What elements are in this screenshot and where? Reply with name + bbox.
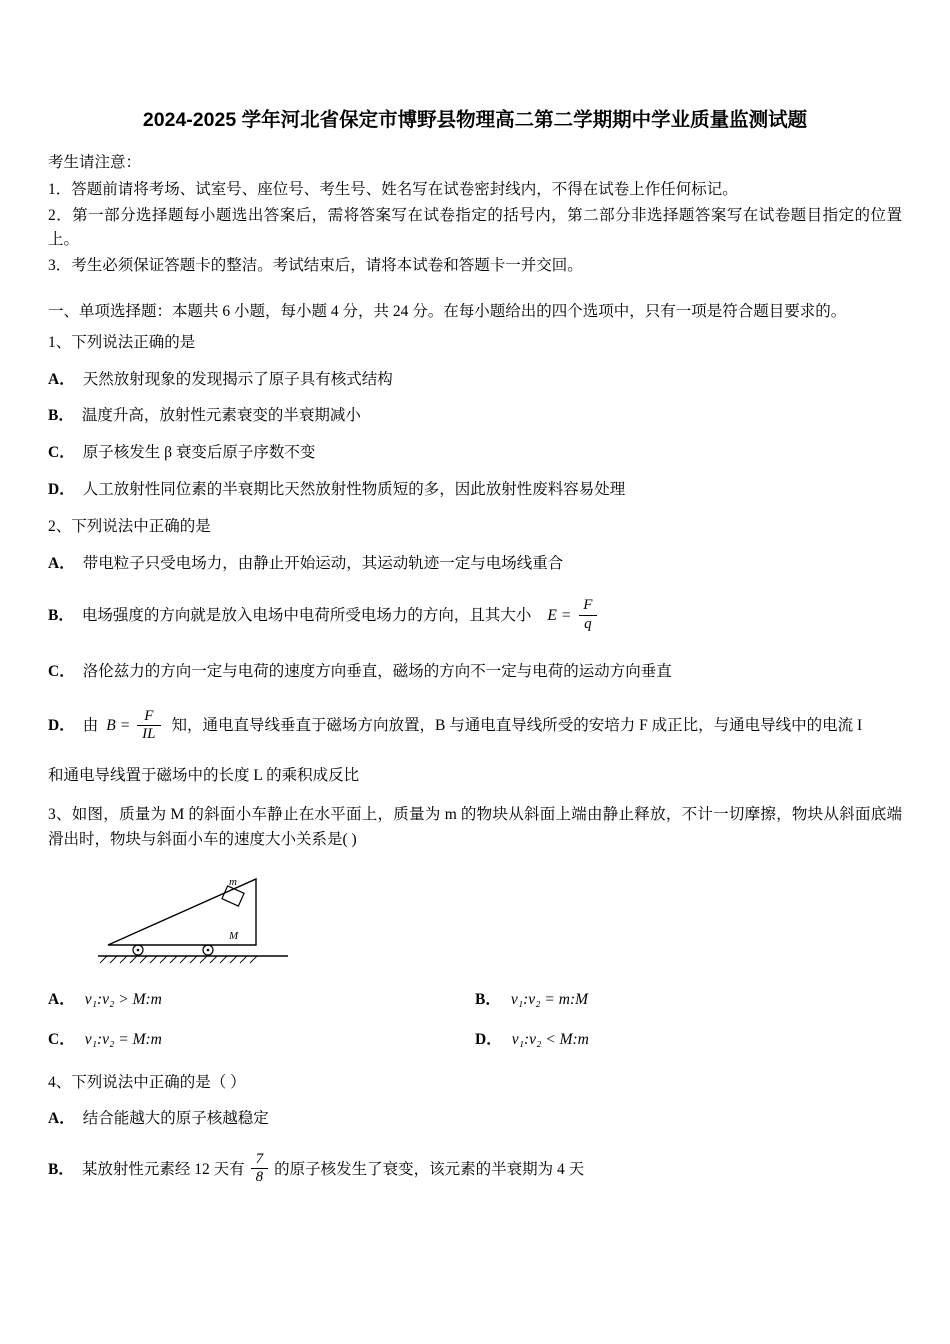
fraction-numerator: F bbox=[144, 707, 154, 724]
option-row bbox=[48, 660, 902, 685]
section-heading: 一、单项选择题：本题共 6 小题，每小题 4 分，共 24 分。在每小题给出的四个选项中，只有一项是符合题目要求的。 bbox=[48, 303, 847, 321]
notice-line: 3．考生必须保证答题卡的整洁。考试结束后，请将本试卷和答题卡一并交回。 bbox=[48, 257, 583, 275]
block-m bbox=[222, 886, 244, 906]
option-row bbox=[475, 1027, 902, 1049]
option-text: 温度升高，放射性元素衰变的半衰期减小 bbox=[81, 407, 361, 425]
option-text: v₁:v₂ > M:m bbox=[84, 990, 162, 1008]
formula-lhs: E bbox=[547, 606, 557, 624]
option-text: 原子核发生 β 衰变后原子序数不变 bbox=[82, 444, 316, 462]
question-text: 下列说法中正确的是（ ） bbox=[71, 1073, 246, 1091]
option-label: D． bbox=[48, 481, 75, 499]
option-row bbox=[48, 709, 902, 745]
formula-operator: = bbox=[119, 717, 131, 735]
question-number: 4、 bbox=[48, 1073, 72, 1091]
formula-B-equals-F-over-IL bbox=[106, 709, 163, 745]
question-stem bbox=[48, 515, 902, 540]
question-stem bbox=[48, 1071, 902, 1096]
option-label: B． bbox=[48, 407, 74, 425]
question-number: 3、 bbox=[48, 806, 72, 824]
fraction bbox=[137, 708, 160, 744]
question-stem bbox=[48, 331, 902, 356]
option-text: 天然放射现象的发现揭示了原子具有核式结构 bbox=[82, 370, 393, 388]
option-text: 结合能越大的原子核越稳定 bbox=[82, 1110, 269, 1128]
formula-E-equals-F-over-q bbox=[547, 598, 600, 634]
option-text: 人工放射性同位素的半衰期比天然放射性物质短的多，因此放射性废料容易处理 bbox=[82, 481, 626, 499]
question-text: 下列说法中正确的是 bbox=[71, 517, 211, 535]
notice-line: 1．答题前请将考场、试室号、座位号、考生号、姓名写在试卷密封线内，不得在试卷上作任何标记。 bbox=[48, 181, 738, 198]
option-row bbox=[48, 404, 902, 429]
option-row bbox=[48, 987, 475, 1009]
ground-hatching bbox=[100, 956, 257, 963]
wheel-left-center bbox=[137, 948, 140, 951]
incline-cart-figure bbox=[98, 867, 288, 967]
fraction bbox=[578, 597, 597, 633]
option-label: A． bbox=[48, 1110, 75, 1128]
formula-lhs: B bbox=[106, 717, 116, 735]
option-row bbox=[48, 598, 902, 634]
option-label: D． bbox=[48, 717, 75, 735]
formula-operator: = bbox=[560, 606, 572, 624]
option-label: C． bbox=[48, 662, 75, 680]
option-row bbox=[48, 552, 902, 577]
fraction-seven-eighths bbox=[251, 1151, 269, 1187]
fraction-denominator: q bbox=[579, 615, 597, 633]
option-text-before: 某放射性元素经 12 天有 bbox=[81, 1160, 245, 1178]
option-row bbox=[48, 1027, 475, 1049]
fraction-denominator: 8 bbox=[251, 1168, 269, 1186]
option-row bbox=[48, 441, 902, 466]
fraction-numerator: F bbox=[583, 597, 593, 614]
label-m: m bbox=[229, 875, 237, 888]
option-label: B． bbox=[48, 1160, 74, 1178]
option-label: D． bbox=[475, 1030, 502, 1048]
wheel-right-center bbox=[207, 948, 210, 951]
option-text-after: 知，通电直导线垂直于磁场方向放置，B 与通电直导线所受的安培力 F 成正比，与通电导线中的电流 I bbox=[171, 717, 863, 735]
option-text-before: 由 bbox=[82, 717, 99, 735]
notice-line: 2．第一部分选择题每小题选出答案后，需将答案写在试卷指定的括号内，第二部分非选择题答案写在试卷题目指定的位置上。 bbox=[48, 207, 902, 249]
notice-heading: 考生请注意： bbox=[48, 154, 142, 171]
option-row bbox=[48, 1152, 902, 1188]
option-text-after: 的原子核发生了衰变，该元素的半衰期为 4 天 bbox=[274, 1160, 585, 1178]
label-M: M bbox=[229, 929, 239, 942]
page-title: 2024-2025 学年河北省保定市博野县物理高二第二学期期中学业质量监测试题 bbox=[142, 109, 808, 131]
question-stem bbox=[48, 803, 902, 853]
option-label: C． bbox=[48, 444, 75, 462]
fraction-denominator: IL bbox=[137, 725, 160, 743]
option-label: A． bbox=[48, 554, 75, 572]
question-number: 2、 bbox=[48, 517, 72, 535]
option-label: C． bbox=[48, 1030, 75, 1048]
option-text: 带电粒子只受电场力，由静止开始运动，其运动轨迹一定与电场线重合 bbox=[82, 554, 564, 572]
option-label: B． bbox=[48, 606, 74, 624]
option-text-continued: 和通电导线置于磁场中的长度 L 的乘积成反比 bbox=[48, 767, 360, 785]
question3-options-grid bbox=[48, 987, 902, 1049]
option-row bbox=[48, 478, 902, 503]
fraction-numerator: 7 bbox=[255, 1151, 264, 1168]
option-row bbox=[475, 987, 902, 1009]
incline-diagram-svg bbox=[98, 867, 288, 967]
option-label: B． bbox=[475, 990, 501, 1008]
option-text: 电场强度的方向就是放入电场中电荷所受电场力的方向，且其大小 bbox=[81, 606, 532, 624]
option-text: v₁:v₂ < M:m bbox=[511, 1030, 589, 1048]
option-text: 洛伦兹力的方向一定与电荷的速度方向垂直，磁场的方向不一定与电荷的运动方向垂直 bbox=[82, 662, 672, 680]
option-text: v₁:v₂ = M:m bbox=[84, 1030, 162, 1048]
option-row bbox=[48, 368, 902, 393]
option-text: v₁:v₂ = m:M bbox=[510, 990, 589, 1008]
option-row bbox=[48, 1107, 902, 1132]
option-label: A． bbox=[48, 370, 75, 388]
question-number: 1、 bbox=[48, 333, 72, 351]
option-label: A． bbox=[48, 990, 75, 1008]
question-text: 如图，质量为 M 的斜面小车静止在水平面上，质量为 m 的物块从斜面上端由静止释放，不计一切摩擦，物块从斜面底端滑出时，物块与斜面小车的速度大小关系是( ) bbox=[48, 806, 902, 848]
question-text: 下列说法正确的是 bbox=[71, 333, 196, 351]
